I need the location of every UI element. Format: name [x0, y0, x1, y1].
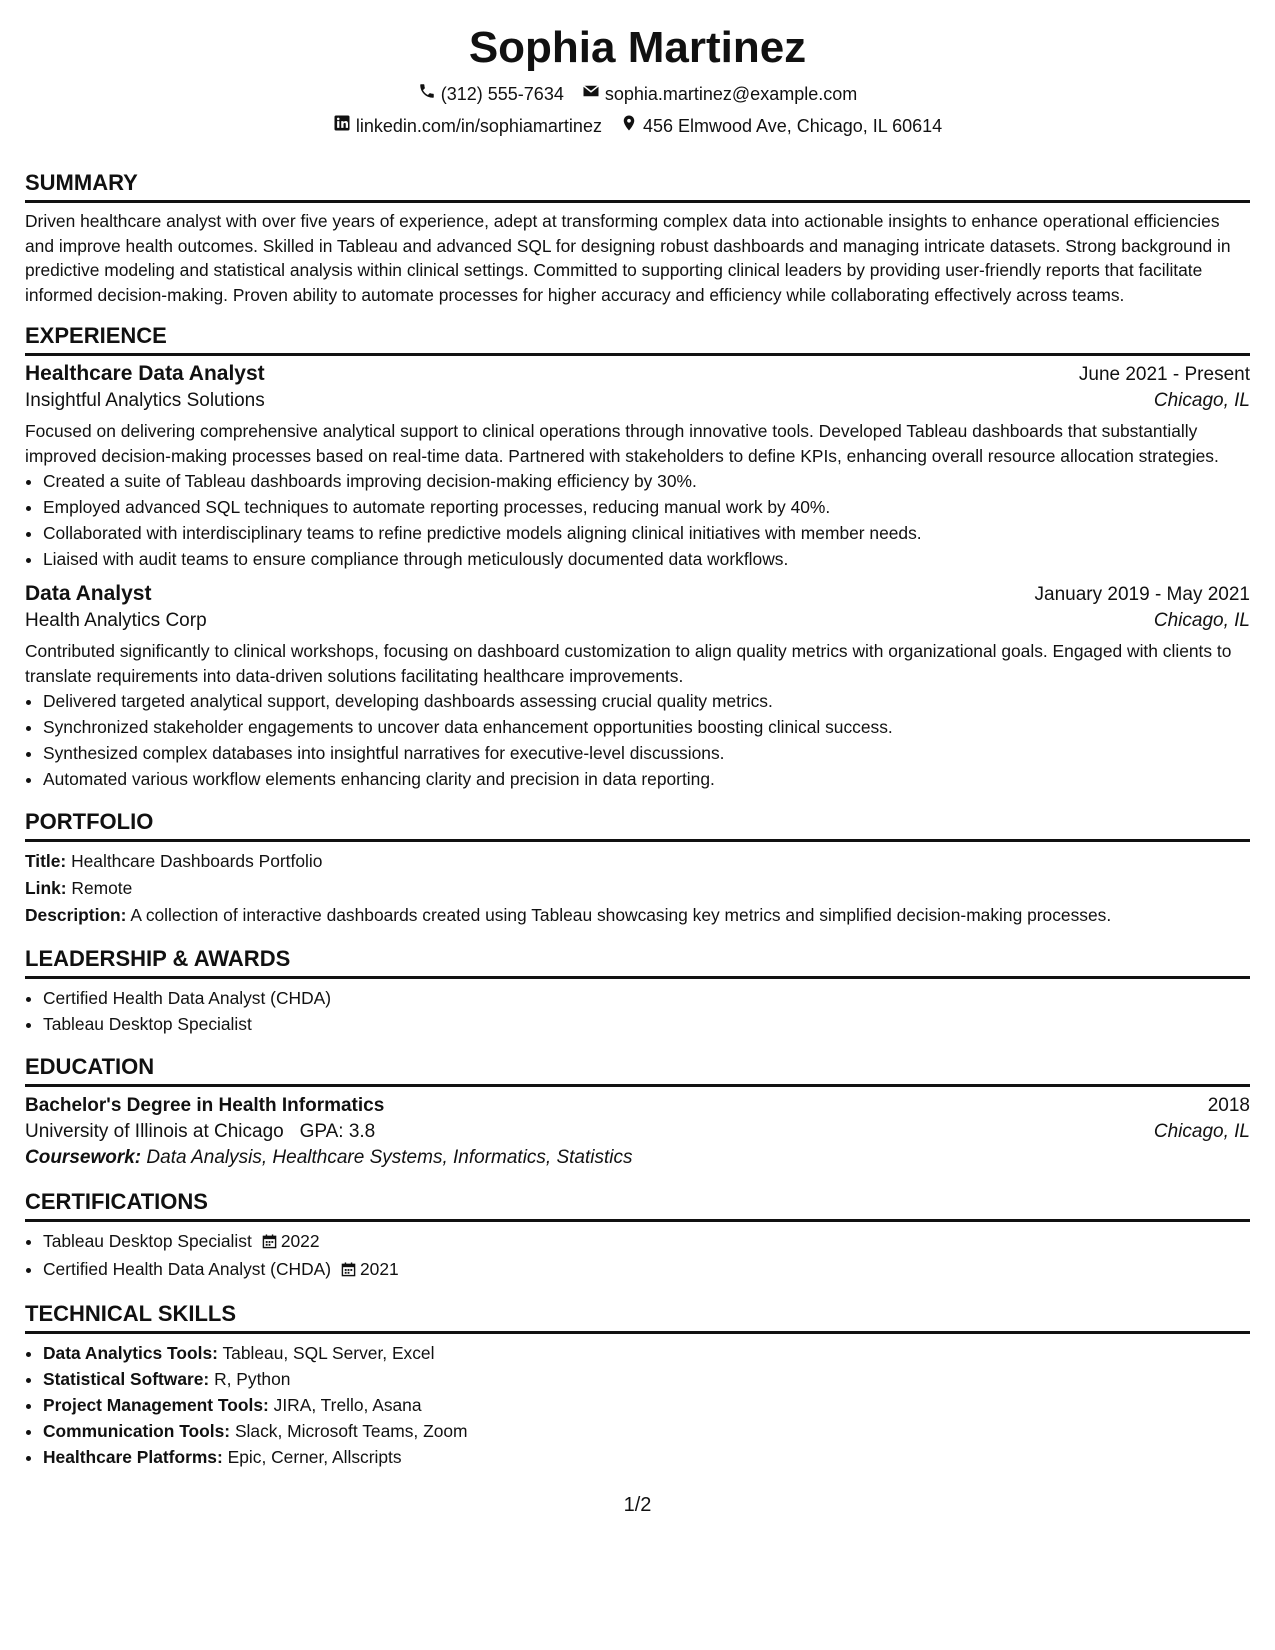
linkedin-icon	[333, 114, 351, 137]
education-subheader	[25, 1121, 1250, 1143]
linkedin-contact[interactable]	[333, 114, 602, 137]
skills-section	[25, 1301, 1250, 1470]
experience-section	[25, 323, 1250, 792]
graduation-year: 2018	[1207, 1095, 1250, 1116]
job-dates: June 2021 - Present	[1078, 364, 1250, 385]
candidate-name: Sophia Martinez	[468, 23, 807, 72]
email-text[interactable]: sophia.martinez@example.com	[604, 83, 858, 104]
skills-list	[25, 1340, 1250, 1470]
coursework-list: Data Analysis, Healthcare Systems, Informatics, Statistics	[146, 1147, 633, 1168]
job-description: Contributed significantly to clinical workshops, focusing on dashboard customization to align quality metrics with organizational goals. Engaged with clients to translate requirements into data-driven solutions facilitating healthcare improvements.	[25, 641, 1232, 686]
portfolio-link-row	[25, 875, 1250, 902]
job-entry	[25, 582, 1250, 792]
school-name: University of Illinois at Chicago	[25, 1121, 284, 1142]
skill-value: R, Python	[214, 1369, 291, 1389]
certifications-section	[25, 1189, 1250, 1284]
job-title: Healthcare Data Analyst	[25, 362, 265, 385]
cert-year: 2021	[360, 1259, 399, 1279]
skill-label: Healthcare Platforms:	[43, 1447, 223, 1467]
company-name: Insightful Analytics Solutions	[25, 390, 265, 411]
portfolio-link: Remote	[71, 878, 133, 898]
list-item: • Created a suite of Tableau dashboards improving decision-making efficiency by 30%.	[43, 468, 1250, 494]
experience-heading: EXPERIENCE	[25, 323, 1250, 356]
list-item: • Liaised with audit teams to ensure compliance through meticulously documented data workflows.	[43, 546, 1250, 572]
phone-icon	[418, 82, 436, 105]
job-description: Focused on delivering comprehensive analytical support to clinical operations through innovative tools. Developed Tableau dashboards that substantially improved decision-making processes based on real-time data. Partnered with stakeholders to define KPIs, enhancing overall resource allocation strategies.	[25, 421, 1219, 466]
list-item: • Employed advanced SQL techniques to automate reporting processes, reducing manual work by 40%.	[43, 494, 1250, 520]
school-location: Chicago, IL	[1153, 1121, 1250, 1142]
job-header	[25, 362, 1250, 386]
map-pin-icon	[620, 114, 638, 137]
summary-text: Driven healthcare analyst with over five years of experience, adept at transforming complex data into actionable insights to enhance operational efficiencies and improve health outcomes. Skilled in Tableau and advanced SQL for designing robust dashboards and managing intricate datasets. Strong background in predictive modeling and statistical analysis within clinical settings. Committed to supporting clinical leaders by providing user-friendly reports that facilitate informed decision-making. Proven ability to automate processes for higher accuracy and efficiency while collaborating effectively across teams.	[25, 211, 1231, 305]
skill-value: Slack, Microsoft Teams, Zoom	[234, 1421, 468, 1441]
skill-value: Tableau, SQL Server, Excel	[222, 1343, 435, 1363]
list-item: • Synchronized stakeholder engagements to uncover data enhancement opportunities boosting clinical success.	[43, 714, 1250, 740]
list-item	[43, 1366, 1250, 1392]
portfolio-title-row	[25, 848, 1250, 875]
calendar-icon	[262, 1230, 277, 1256]
field-label: Description:	[25, 905, 127, 925]
coursework-row	[25, 1147, 1250, 1169]
skill-label: Data Analytics Tools:	[43, 1343, 218, 1363]
job-bullets	[25, 688, 1250, 792]
list-item: • Tableau Desktop Specialist	[43, 1011, 1250, 1037]
job-bullets	[25, 468, 1250, 572]
field-label: Link:	[25, 878, 67, 898]
summary-heading: SUMMARY	[25, 170, 1250, 203]
leadership-list	[25, 985, 1250, 1037]
list-item: • Automated various workflow elements enhancing clarity and precision in data reporting.	[43, 766, 1250, 792]
calendar-icon	[341, 1258, 356, 1284]
job-dates: January 2019 - May 2021	[1034, 584, 1250, 605]
degree-name: Bachelor's Degree in Health Informatics	[25, 1095, 385, 1116]
portfolio-title: Healthcare Dashboards Portfolio	[71, 851, 323, 871]
portfolio-heading: PORTFOLIO	[25, 809, 1250, 842]
address-text: 456 Elmwood Ave, Chicago, IL 60614	[642, 115, 943, 136]
job-location: Chicago, IL	[1153, 610, 1250, 631]
company-name: Health Analytics Corp	[25, 610, 207, 631]
contact-row-2	[25, 114, 1250, 137]
job-location: Chicago, IL	[1153, 390, 1250, 411]
list-item: • Synthesized complex databases into insightful narratives for executive-level discussions.	[43, 740, 1250, 766]
email-contact[interactable]	[582, 82, 857, 105]
envelope-icon	[582, 82, 600, 105]
leadership-heading: LEADERSHIP & AWARDS	[25, 946, 1250, 979]
portfolio-description: A collection of interactive dashboards created using Tableau showcasing key metrics and simplified decision-making processes.	[130, 905, 1112, 925]
page-number: 1/2	[623, 1494, 652, 1516]
list-item	[43, 1444, 1250, 1470]
certifications-heading: CERTIFICATIONS	[25, 1189, 1250, 1222]
education-header	[25, 1095, 1250, 1117]
summary-section	[25, 170, 1250, 307]
list-item	[43, 1256, 1250, 1284]
phone-text: (312) 555-7634	[440, 83, 564, 104]
field-label: Title:	[25, 851, 67, 871]
list-item	[43, 1340, 1250, 1366]
list-item: • Certified Health Data Analyst (CHDA)	[43, 985, 1250, 1011]
skill-value: JIRA, Trello, Asana	[273, 1395, 422, 1415]
certifications-list	[25, 1228, 1250, 1284]
contact-row-1	[25, 82, 1250, 105]
phone-contact	[418, 82, 564, 105]
linkedin-text[interactable]: linkedin.com/in/sophiamartinez	[355, 115, 602, 136]
job-subheader	[25, 390, 1250, 412]
list-item: • Delivered targeted analytical support, developing dashboards assessing crucial quality metrics.	[43, 688, 1250, 714]
portfolio-details	[25, 848, 1250, 929]
education-heading: EDUCATION	[25, 1054, 1250, 1087]
list-item: • Collaborated with interdisciplinary teams to refine predictive models aligning clinical initiatives with member needs.	[43, 520, 1250, 546]
portfolio-description-row	[25, 902, 1250, 929]
job-entry	[25, 362, 1250, 572]
skills-heading: TECHNICAL SKILLS	[25, 1301, 1250, 1334]
list-item	[43, 1392, 1250, 1418]
portfolio-section	[25, 809, 1250, 929]
gpa: GPA: 3.8	[299, 1121, 376, 1142]
address-contact	[620, 114, 942, 137]
school-info	[25, 1121, 375, 1143]
job-title: Data Analyst	[25, 582, 152, 605]
education-section	[25, 1054, 1250, 1169]
skill-value: Epic, Cerner, Allscripts	[227, 1447, 402, 1467]
coursework-label: Coursework:	[25, 1147, 142, 1168]
job-header	[25, 582, 1250, 606]
leadership-section	[25, 946, 1250, 1037]
job-subheader	[25, 610, 1250, 632]
cert-year: 2022	[280, 1231, 320, 1251]
skill-label: Communication Tools:	[43, 1421, 231, 1441]
skill-label: Project Management Tools:	[43, 1395, 269, 1415]
cert-name: Certified Health Data Analyst (CHDA)	[43, 1259, 332, 1279]
list-item	[43, 1228, 1250, 1256]
skill-label: Statistical Software:	[43, 1369, 210, 1389]
cert-name: Tableau Desktop Specialist	[43, 1231, 252, 1251]
list-item	[43, 1418, 1250, 1444]
